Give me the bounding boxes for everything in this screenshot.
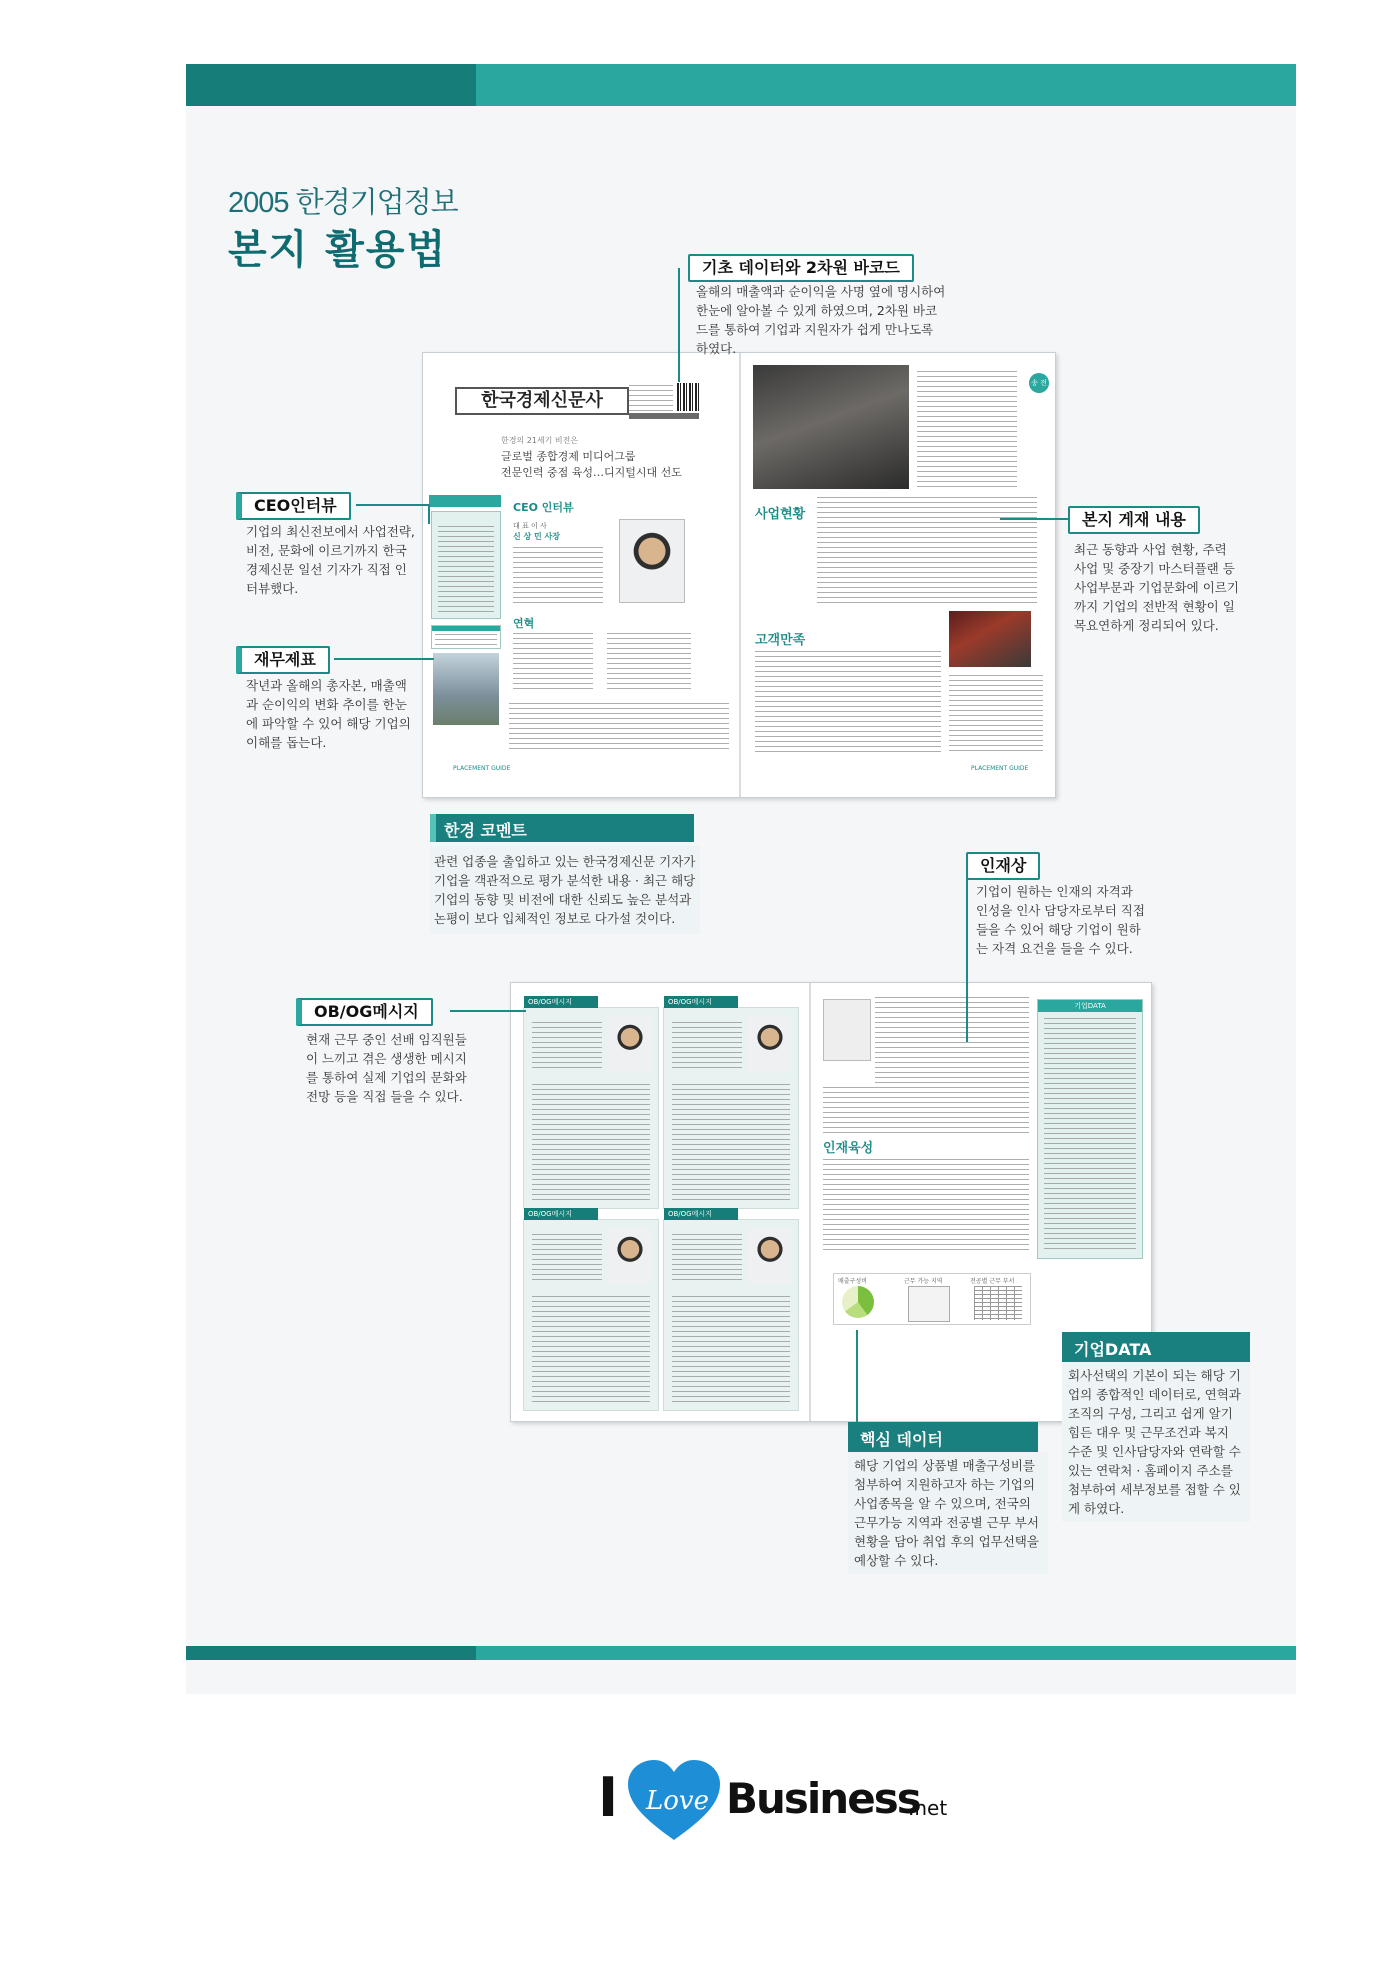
history-column-1 [513, 633, 593, 693]
company-data-sidebar: 기업DATA [1037, 999, 1143, 1259]
label-comment: 한경 코멘트 [444, 821, 527, 840]
ceo-interview-heading: CEO 인터뷰 [513, 501, 574, 514]
ceo-name: 신 상 민 사장 [513, 532, 560, 541]
customer-satisfaction-text-2 [949, 675, 1043, 755]
business-status-heading: 사업현황 [755, 507, 806, 522]
ceo-interview-text [513, 547, 603, 607]
text-ceo-interview: 기업의 최신전보에서 사업전략, 비전, 문화에 이르기까지 한국경제신문 일선 기자가 직접 인터뷰했다. [246, 524, 415, 596]
talent-development-heading: 인재육성 [823, 1141, 874, 1156]
logo-love: Love [646, 1786, 709, 1816]
history-heading: 연혁 [513, 617, 535, 630]
newspaper-thumbnail [823, 999, 871, 1061]
logo-letter-i: I [598, 1766, 619, 1829]
company-comment-text [509, 703, 729, 753]
history-column-2 [607, 633, 691, 693]
placement-guide-right: PLACEMENT GUIDE [971, 765, 1029, 772]
text-comment: 관련 업종을 출입하고 있는 한국경제신문 기자가 기업을 객관적으로 평가 분석한 내용 · 최근 해당 기업의 동향 및 비전에 대한 신뢰도 높은 분석과 논평이 보다 입체적인 정보로 다가설 것이다. [430, 846, 700, 934]
logo-business: Business [726, 1774, 920, 1823]
text-obog: 현재 근무 중인 선배 임직원들이 느끼고 겪은 생생한 메시지를 통하여 실제 기업의 문화와 전망 등을 직접 들을 수 있다. [306, 1032, 467, 1104]
text-core-data: 해당 기업의 상품별 매출구성비를 첨부하여 지원하고자 하는 기업의 사업종목을 알 수 있으며, 전국의 근무가능 지역과 전공별 근무 부서 현황을 담아 취업 후의 업무선택을 예상할 수 있다. [848, 1452, 1048, 1574]
tagline-line-1: 글로벌 종합경제 미디어그룹 [501, 450, 636, 463]
text-barcode: 올해의 매출액과 순이익을 사명 옆에 명시하여 한눈에 알아볼 수 있게 하였으며, 2차원 바코드를 통하여 기업과 지원자가 쉽게 만나도록 하였다. [696, 284, 946, 356]
headquarters-building-photo [433, 653, 499, 725]
label-core-data: 핵심 데이터 [860, 1430, 943, 1449]
financial-table [431, 625, 501, 649]
section-tab: 송 전 [1029, 373, 1049, 393]
label-talent: 인재상 [966, 852, 1040, 880]
page-subtitle: 2005 한경기업정보 [228, 187, 458, 219]
label-content: 본지 게재 내용 [1068, 506, 1200, 534]
magazine-spread-people-data [510, 982, 1152, 1422]
label-company-data: 기업DATA [1074, 1340, 1152, 1359]
talent-intro-text [875, 997, 1029, 1083]
talent-body-text [823, 1087, 1029, 1133]
business-status-text [817, 497, 1037, 607]
text-financials: 작년과 올해의 총자본, 매출액과 순이익의 변화 추이를 한눈에 파악할 수 있어 해당 기업의 이해를 돕는다. [246, 678, 411, 750]
placement-guide-left: PLACEMENT GUIDE [453, 765, 511, 772]
right-page-intro-text [917, 371, 1017, 487]
meeting-photo [949, 611, 1031, 667]
magazine-spread-company-profile [422, 352, 1056, 798]
top-color-band [186, 64, 1296, 106]
bottom-color-band [186, 1646, 1296, 1660]
ilovebusiness-logo [598, 1760, 948, 1850]
region-map [908, 1286, 950, 1322]
obog-message-card-4: OB/OG메시지 [663, 1219, 799, 1411]
label-obog: OB/OG메시지 [296, 998, 433, 1026]
core-data-panel: 매출구성비 근무 가능 지역 전공별 근무 부서 [833, 1273, 1031, 1325]
text-content: 최근 동향과 사업 현황, 주력 사업 및 중장기 마스터플랜 등 사업부문과 기업문화에 이르기까지 기업의 전반적 현황이 일목요연하게 정리되어 있다. [1074, 542, 1239, 633]
talent-development-text [823, 1159, 1029, 1251]
obog-message-card-3: OB/OG메시지 [523, 1219, 659, 1411]
ceo-portrait-photo [619, 519, 685, 603]
tagline-line-2: 전문인력 중점 육성…디지털시대 선도 [501, 466, 682, 479]
customer-satisfaction-text-1 [755, 651, 941, 755]
page-title: 본지 활용법 [228, 226, 448, 273]
label-financials: 재무제표 [236, 646, 330, 674]
company-name-box: 한국경제신문사 [455, 387, 629, 415]
tagline-small: 한경의 21세기 비전은 [501, 436, 579, 445]
text-company-data: 회사선택의 기본이 되는 해당 기업의 종합적인 데이터로, 연혁과 조직의 구성, 그리고 쉽게 알기 힘든 대우 및 근무조건과 복지 수준 및 인사담당자와 연락할 수 있는 연락처 · 홈페이지 주소를 첨부하여 세부정보를 접할 수 있게 하였다. [1062, 1362, 1250, 1522]
sidebar-tab [429, 495, 501, 507]
newsroom-photo [753, 365, 909, 489]
obog-message-card-1: OB/OG메시지 [523, 1007, 659, 1209]
label-ceo-interview: CEO인터뷰 [236, 492, 351, 520]
customer-satisfaction-heading: 고객만족 [755, 633, 806, 648]
url-strip [629, 413, 699, 419]
2d-barcode [677, 383, 699, 411]
basic-data-figures [629, 385, 673, 411]
ceo-role: 대 표 이 사 [513, 522, 547, 530]
obog-message-card-2: OB/OG메시지 [663, 1007, 799, 1209]
label-barcode: 기초 데이터와 2차원 바코드 [688, 254, 914, 282]
department-grid [974, 1286, 1022, 1320]
data-sidebar-card [431, 511, 501, 619]
sales-pie-chart [842, 1286, 874, 1318]
text-talent: 기업이 원하는 인재의 자격과 인성을 인사 담당자로부터 직접 들을 수 있어 해당 기업이 원하는 자격 요건을 들을 수 있다. [976, 884, 1145, 956]
logo-net: .net [908, 1796, 948, 1820]
